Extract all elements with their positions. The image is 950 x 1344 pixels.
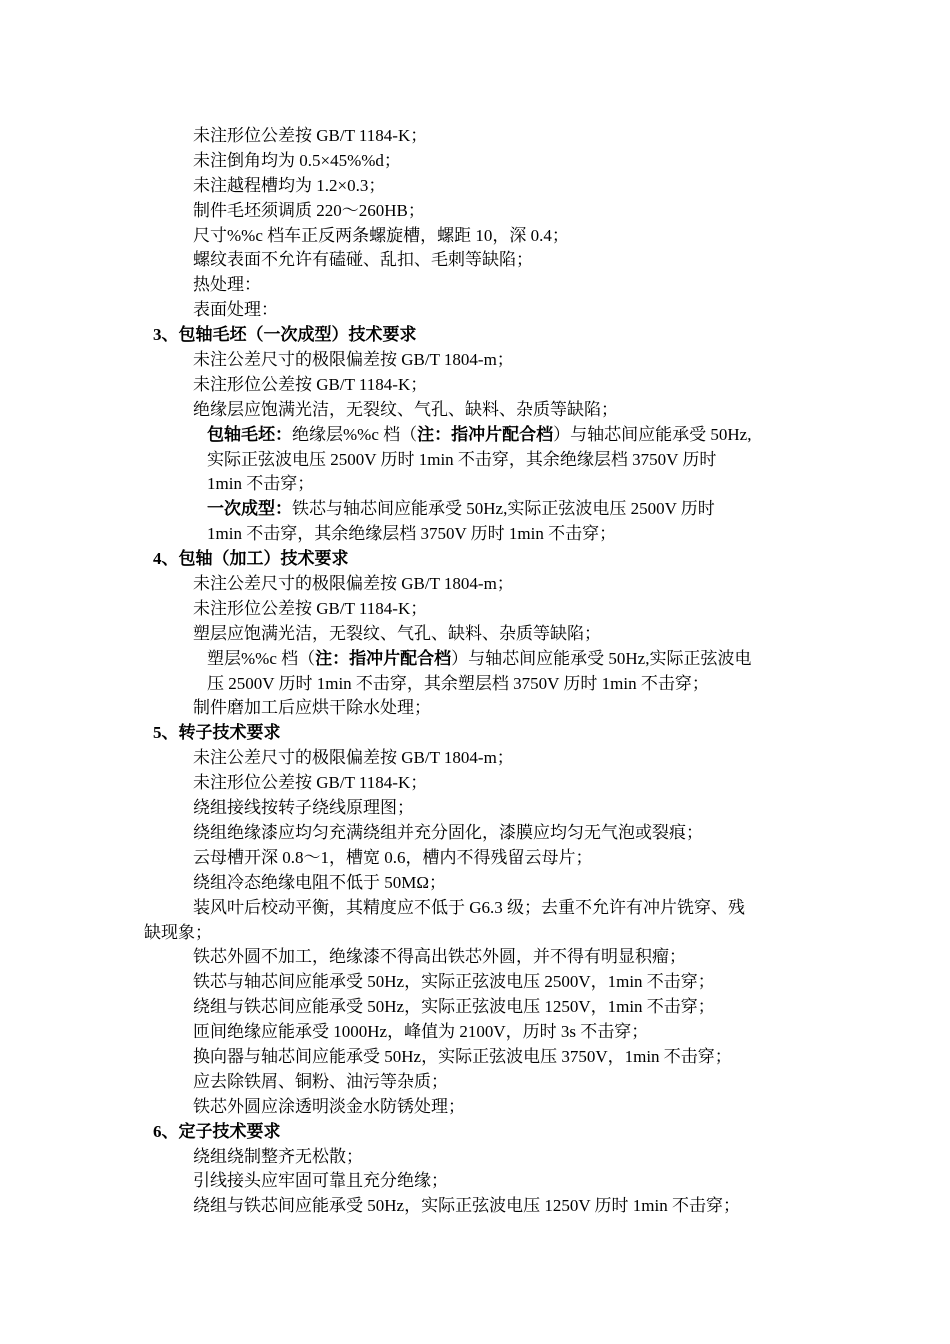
requirement-line: 未注形位公差按 GB/T 1184-K； — [193, 126, 428, 145]
sub-requirement — [0, 423, 950, 448]
sub-requirement-cont: 实际正弦波电压 2500V 历时 1min 不击穿，其余绝缘层档 3750V 历时 — [207, 449, 717, 469]
requirement-line: 绕组绕制整齐无松散； — [193, 1146, 363, 1166]
requirement-line: 制件毛坯须调质 220～260HB； — [193, 200, 425, 220]
requirement-line: 未注形位公差按 GB/T 1184-K； — [193, 773, 428, 793]
requirement-line: 绕组与铁芯间应能承受 50Hz，实际正弦波电压 1250V 历时 1min 不击穿； — [193, 1196, 740, 1216]
requirement-line: 引线接头应牢固可靠且充分绝缘； — [193, 1171, 448, 1191]
requirement-line: 铁芯外圆应涂透明淡金水防锈处理； — [193, 1096, 465, 1116]
requirement-line: 未注形位公差按 GB/T 1184-K； — [193, 598, 428, 618]
sub-requirement — [0, 647, 950, 672]
requirement-line: 绕组绝缘漆应均匀充满绕组并充分固化，漆膜应均匀无气泡或裂痕； — [193, 822, 703, 842]
requirement-line: 绕组接线按转子绕线原理图； — [193, 798, 414, 818]
sub-requirement-cont: 压 2500V 历时 1min 不击穿，其余塑层档 3750V 历时 1min 不击穿； — [207, 673, 709, 693]
section-heading: 6、定子技术要求 — [153, 1121, 281, 1141]
sub-text: ）与轴芯间应能承受 50Hz,实际正弦波电 — [451, 648, 752, 668]
sub-text: 铁芯与轴芯间应能承受 50Hz,实际正弦波电压 2500V 历时 — [292, 499, 715, 519]
requirement-line: 装风叶后校动平衡，其精度应不低于 G6.3 级；去重不允许有冲片铣穿、残 — [193, 897, 746, 917]
requirement-line: 尺寸%%c 档车正反两条螺旋槽，螺距 10，深 0.4； — [193, 225, 569, 245]
requirement-line: 未注公差尺寸的极限偏差按 GB/T 1804-m； — [193, 574, 514, 594]
sub-label: 一次成型： — [207, 499, 292, 519]
requirement-line: 热处理： — [193, 275, 261, 295]
requirement-line: 未注形位公差按 GB/T 1184-K； — [193, 374, 428, 394]
sub-requirement-cont: 1min 不击穿； — [207, 474, 315, 494]
requirement-line: 制件磨加工后应烘干除水处理； — [193, 698, 431, 718]
requirement-line: 塑层应饱满光洁，无裂纹、气孔、缺料、杂质等缺陷； — [193, 623, 601, 643]
section-heading: 5、转子技术要求 — [153, 723, 281, 743]
sub-text: ）与轴芯间应能承受 50Hz, — [553, 424, 752, 444]
requirement-line: 铁芯外圆不加工，绝缘漆不得高出铁芯外圆，并不得有明显积瘤； — [193, 947, 686, 967]
requirement-line: 绕组与铁芯间应能承受 50Hz，实际正弦波电压 1250V，1min 不击穿； — [193, 997, 715, 1017]
sub-requirement-cont: 1min 不击穿，其余绝缘层档 3750V 历时 1min 不击穿； — [207, 524, 617, 544]
note-text: 注：指冲片配合档 — [315, 648, 452, 668]
requirement-line: 换向器与轴芯间应能承受 50Hz，实际正弦波电压 3750V，1min 不击穿； — [193, 1046, 732, 1066]
requirement-line: 绝缘层应饱满光洁，无裂纹、气孔、缺料、杂质等缺陷； — [193, 399, 618, 419]
sub-text: 绝缘层%%c 档（ — [292, 424, 418, 444]
requirement-line: 表面处理： — [193, 300, 278, 320]
requirement-line: 未注公差尺寸的极限偏差按 GB/T 1804-m； — [193, 748, 514, 768]
section-heading: 4、包轴（加工）技术要求 — [153, 549, 349, 569]
requirement-line: 未注越程槽均为 1.2×0.3； — [193, 175, 386, 195]
requirement-line-cont: 缺现象； — [144, 922, 212, 942]
document-page — [0, 124, 950, 1219]
requirement-line: 螺纹表面不允许有磕碰、乱扣、毛刺等缺陷； — [193, 250, 533, 270]
requirement-line: 应去除铁屑、铜粉、油污等杂质； — [193, 1071, 448, 1091]
section-heading: 3、包轴毛坯（一次成型）技术要求 — [153, 325, 417, 345]
sub-text: 塑层%%c 档（ — [207, 648, 316, 668]
requirement-line: 未注倒角均为 0.5×45%%d； — [193, 150, 401, 170]
requirement-line: 未注公差尺寸的极限偏差按 GB/T 1804-m； — [193, 350, 514, 370]
sub-requirement — [0, 497, 950, 522]
requirement-line: 云母槽开深 0.8～1，槽宽 0.6，槽内不得残留云母片； — [193, 847, 593, 867]
requirement-line: 绕组冷态绝缘电阻不低于 50MΩ； — [193, 872, 446, 892]
requirement-line: 匝间绝缘应能承受 1000Hz，峰值为 2100V，历时 3s 不击穿； — [193, 1022, 649, 1042]
sub-label: 包轴毛坯： — [207, 424, 292, 444]
requirement-line: 铁芯与轴芯间应能承受 50Hz，实际正弦波电压 2500V，1min 不击穿； — [193, 972, 715, 992]
note-text: 注：指冲片配合档 — [417, 424, 554, 444]
